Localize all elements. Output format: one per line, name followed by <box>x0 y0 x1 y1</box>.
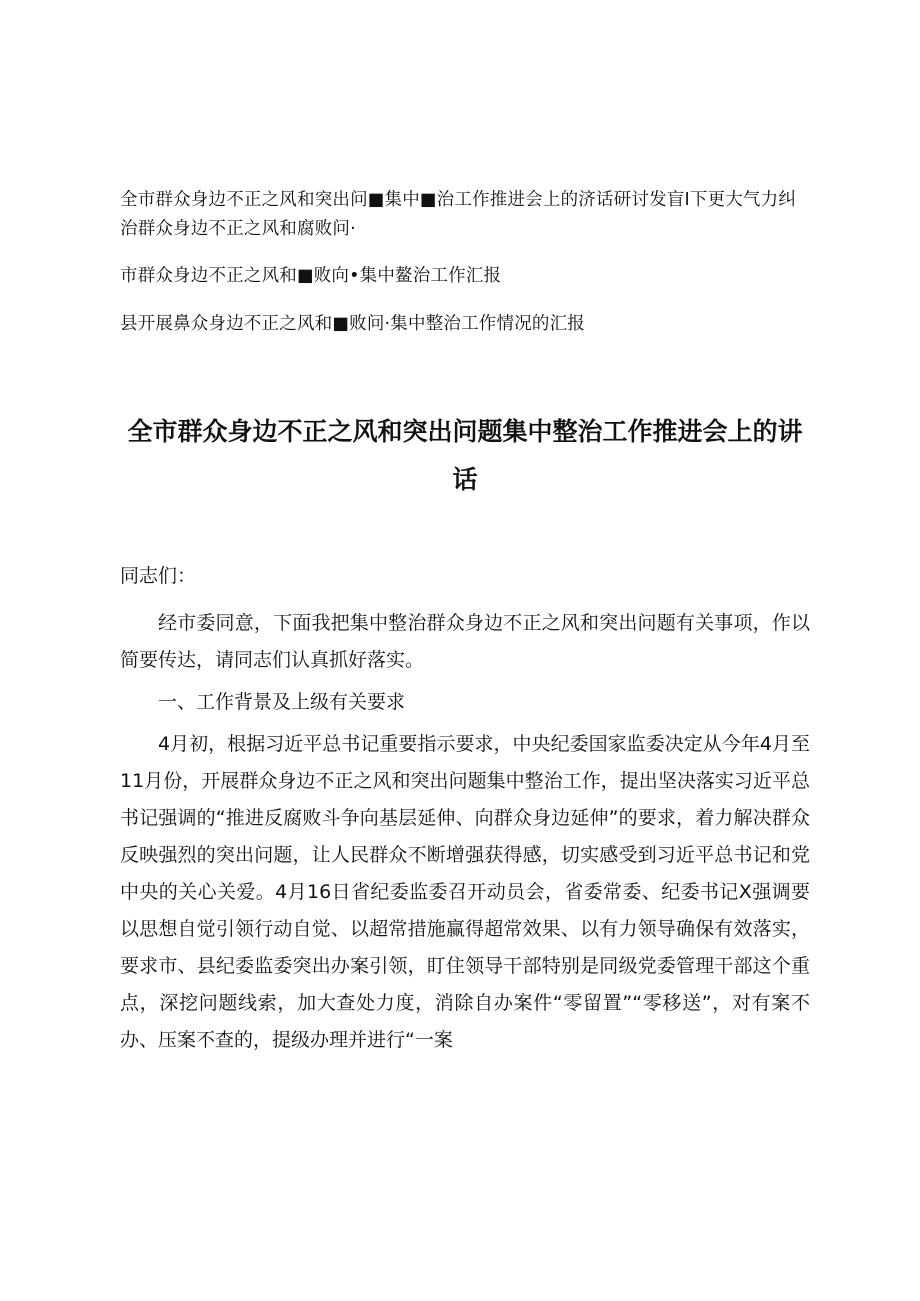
related-title-item[interactable]: 县开展鼻众身边不正之风和■败问·集中整治工作情况的汇报 <box>120 314 585 334</box>
document-title: 全市群众身边不正之风和突出问题集中整治工作推进会上的讲话 <box>127 417 803 494</box>
related-title-item[interactable]: 市群众身边不正之风和■败向•集中鳌治工作汇报 <box>120 266 502 286</box>
related-titles-list <box>120 186 810 339</box>
body-paragraph: 4月初，根据习近平总书记重要指示要求，中央纪委国家监委决定从今年4月至11月份，开展群众身边不正之风和突出问题集中整治工作，提出坚决落实习近平总书记强调的“推进反腐败斗争向基层延伸、向群众身边延伸”的要求，着力解决群众反映强烈的突出问题，让人民群众不断增强获得感，切实感受到习近平总书记和党中央的关心关爱。4月16日省纪委监委召开动员会，省委常委、纪委书记X强调要以思想自觉引领行动自觉、以超常措施赢得超常效果、以有力领导确保有效落实，要求市、县纪委监委突出办案引领，盯住领导干部特别是同级党委管理干部这个重点，深挖问题线索，加大查处力度，消除自办案件“零留置”“零移送”，对有案不办、压案不查的，提级办理并进行“一案 <box>120 733 810 1051</box>
section-heading: 一、工作背景及上级有关要求 <box>158 691 406 713</box>
document-body <box>120 558 810 1064</box>
salutation: 同志们： <box>120 565 197 587</box>
related-title-item[interactable]: 全市群众身边不正之风和突出问■集中■治工作推进会上的济话研讨发盲I下更大气力纠治群众身边不正之风和腐败问· <box>120 190 797 239</box>
body-paragraph: 经市委同意，下面我把集中整治群众身边不正之风和突出问题有关事项，作以简要传达，请同志们认真抓好落实。 <box>120 612 810 671</box>
